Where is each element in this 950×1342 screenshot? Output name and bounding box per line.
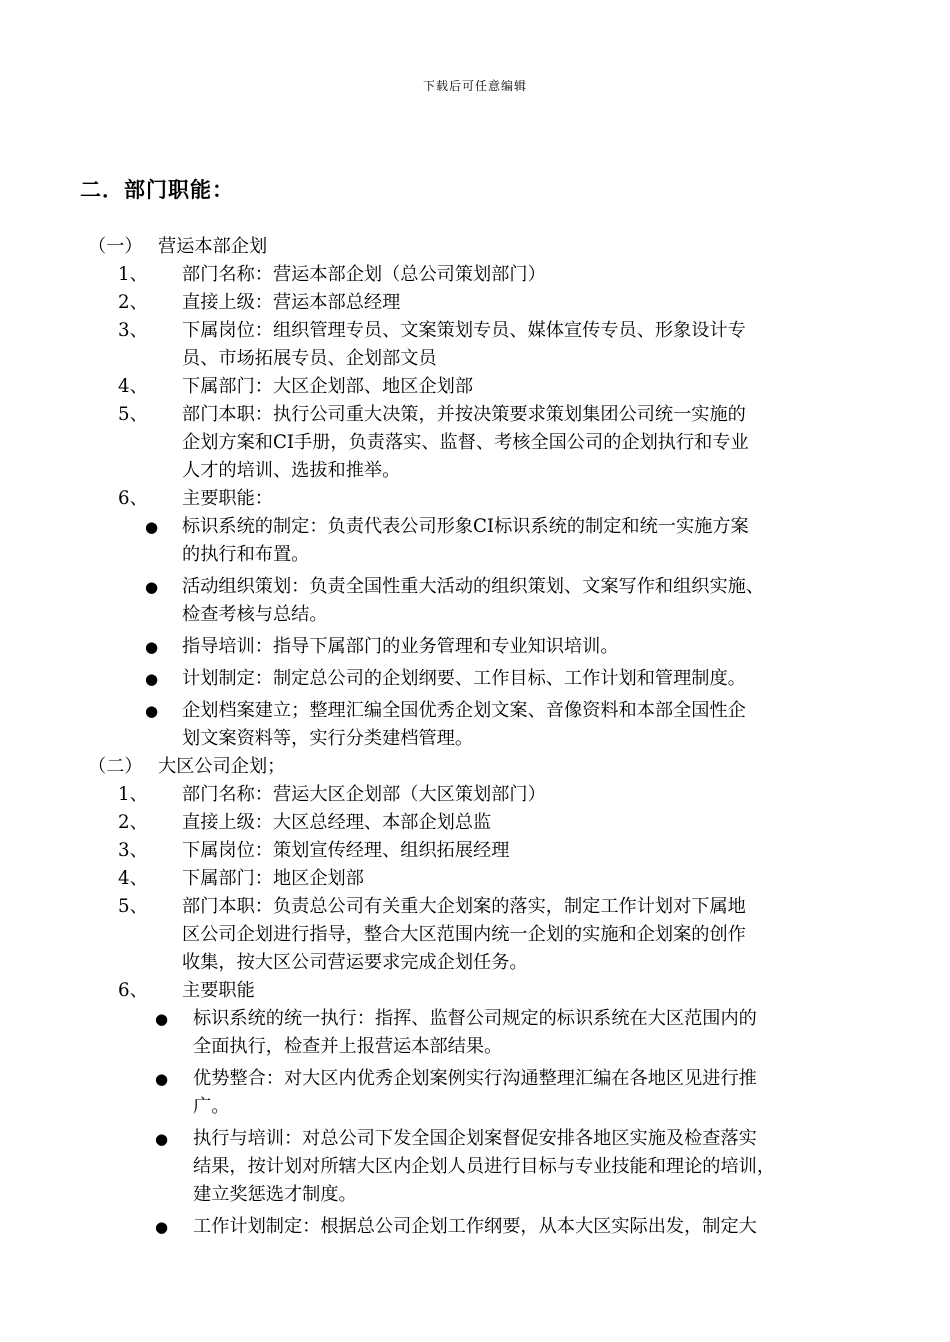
bullet-text: 优势整合：对大区内优秀企划案例实行沟通整理汇编在各地区见进行推 — [193, 1068, 757, 1089]
bullet-icon: ● — [145, 638, 159, 656]
page-header: 下载后可任意编辑 — [422, 79, 527, 93]
bullet-line — [0, 1181, 950, 1209]
item-line — [0, 921, 950, 949]
bullet-text: 工作计划制定：根据总公司企划工作纲要，从本大区实际出发，制定大 — [193, 1216, 757, 1237]
bullet-line — [0, 1213, 950, 1241]
bullet-text: 计划制定：制定总公司的企划纲要、工作目标、工作计划和管理制度。 — [182, 668, 746, 689]
section-header-line — [0, 233, 950, 261]
item-text: 主要职能： — [182, 488, 273, 509]
item-text: 直接上级：大区总经理、本部企划总监 — [182, 812, 492, 833]
section-2 — [0, 753, 950, 1241]
item-text: 下属部门：大区企划部、地区企划部 — [182, 376, 474, 397]
item-line — [0, 809, 950, 837]
item-line — [0, 485, 950, 513]
item-number: 4、 — [118, 868, 148, 889]
document-body — [0, 233, 950, 1241]
bullet-icon: ● — [155, 1130, 169, 1148]
item-number: 3、 — [118, 840, 148, 861]
item-number: 1、 — [118, 264, 148, 285]
bullet-line — [0, 1065, 950, 1093]
bullet-line — [0, 513, 950, 541]
item-text: 部门本职：负责总公司有关重大企划案的落实，制定工作计划对下属地 — [182, 896, 746, 917]
bullet-text: 标识系统的制定：负责代表公司形象CI标识系统的制定和统一实施方案 — [182, 516, 749, 537]
item-line — [0, 261, 950, 289]
item-line — [0, 401, 950, 429]
bullet-line — [0, 665, 950, 693]
item-line — [0, 345, 950, 373]
item-line — [0, 317, 950, 345]
item-text: 部门名称：营运大区企划部（大区策划部门） — [182, 784, 546, 805]
item-number: 6、 — [118, 980, 148, 1001]
bullet-icon: ● — [155, 1070, 169, 1088]
section-label: （一） — [88, 236, 143, 257]
bullet-text: 指导培训：指导下属部门的业务管理和专业知识培训。 — [182, 636, 619, 657]
bullet-line — [0, 1033, 950, 1061]
bullet-text: 建立奖惩选才制度。 — [193, 1184, 357, 1205]
bullet-text: 执行与培训：对总公司下发全国企划案督促安排各地区实施及检查落实 — [193, 1128, 757, 1149]
item-line — [0, 457, 950, 485]
bullet-line — [0, 573, 950, 601]
bullet-text: 结果，按计划对所辖大区内企划人员进行目标与专业技能和理论的培训， — [193, 1156, 776, 1177]
section-title: 大区公司企划； — [158, 756, 286, 777]
bullet-text: 检查考核与总结。 — [182, 604, 328, 625]
bullet-line — [0, 1005, 950, 1033]
item-line — [0, 373, 950, 401]
bullet-icon: ● — [145, 670, 159, 688]
bullet-text: 划文案资料等，实行分类建档管理。 — [182, 728, 474, 749]
item-number: 1、 — [118, 784, 148, 805]
item-number: 4、 — [118, 376, 148, 397]
bullet-line — [0, 697, 950, 725]
section-header-line — [0, 753, 950, 781]
item-line — [0, 289, 950, 317]
bullet-icon: ● — [155, 1010, 169, 1028]
bullet-text: 标识系统的统一执行：指挥、监督公司规定的标识系统在大区范围内的 — [193, 1008, 757, 1029]
item-text: 主要职能 — [182, 980, 255, 1001]
bullet-text: 活动组织策划：负责全国性重大活动的组织策划、文案写作和组织实施、 — [182, 576, 765, 597]
item-text: 员、市场拓展专员、企划部文员 — [182, 348, 437, 369]
item-text: 下属岗位：策划宣传经理、组织拓展经理 — [182, 840, 510, 861]
bullet-icon: ● — [155, 1218, 169, 1236]
bullet-line — [0, 633, 950, 661]
item-text: 下属岗位：组织管理专员、文案策划专员、媒体宣传专员、形象设计专 — [182, 320, 746, 341]
item-text: 区公司企划进行指导，整合大区范围内统一企划的实施和企划案的创作 — [182, 924, 746, 945]
section-heading: 二．部门职能： — [80, 178, 234, 202]
item-text: 下属部门：地区企划部 — [182, 868, 364, 889]
item-line — [0, 893, 950, 921]
bullet-text: 的执行和布置。 — [182, 544, 310, 565]
item-number: 5、 — [118, 896, 148, 917]
item-text: 部门本职：执行公司重大决策，并按决策要求策划集团公司统一实施的 — [182, 404, 746, 425]
bullet-icon: ● — [145, 518, 159, 536]
item-text: 企划方案和CI手册，负责落实、监督、考核全国公司的企划执行和专业 — [182, 432, 749, 453]
bullet-text: 企划档案建立；整理汇编全国优秀企划文案、音像资料和本部全国性企 — [182, 700, 746, 721]
bullet-line — [0, 601, 950, 629]
item-number: 6、 — [118, 488, 148, 509]
item-text: 部门名称：营运本部企划（总公司策划部门） — [182, 264, 546, 285]
item-line — [0, 429, 950, 457]
item-number: 2、 — [118, 292, 148, 313]
bullet-line — [0, 1125, 950, 1153]
bullet-icon: ● — [145, 702, 159, 720]
item-line — [0, 837, 950, 865]
item-line — [0, 977, 950, 1005]
bullet-text: 广。 — [193, 1096, 230, 1117]
item-line — [0, 781, 950, 809]
bullet-text: 全面执行，检查并上报营运本部结果。 — [193, 1036, 503, 1057]
item-text: 收集，按大区公司营运要求完成企划任务。 — [182, 952, 528, 973]
bullet-line — [0, 1093, 950, 1121]
item-line — [0, 949, 950, 977]
item-text: 直接上级：营运本部总经理 — [182, 292, 401, 313]
item-number: 3、 — [118, 320, 148, 341]
section-title: 营运本部企划 — [158, 236, 268, 257]
bullet-line — [0, 1153, 950, 1181]
item-text: 人才的培训、选拔和推举。 — [182, 460, 401, 481]
section-label: （二） — [88, 756, 143, 777]
bullet-line — [0, 541, 950, 569]
section-1 — [0, 233, 950, 753]
bullet-icon: ● — [145, 578, 159, 596]
bullet-line — [0, 725, 950, 753]
item-line — [0, 865, 950, 893]
item-number: 2、 — [118, 812, 148, 833]
item-number: 5、 — [118, 404, 148, 425]
